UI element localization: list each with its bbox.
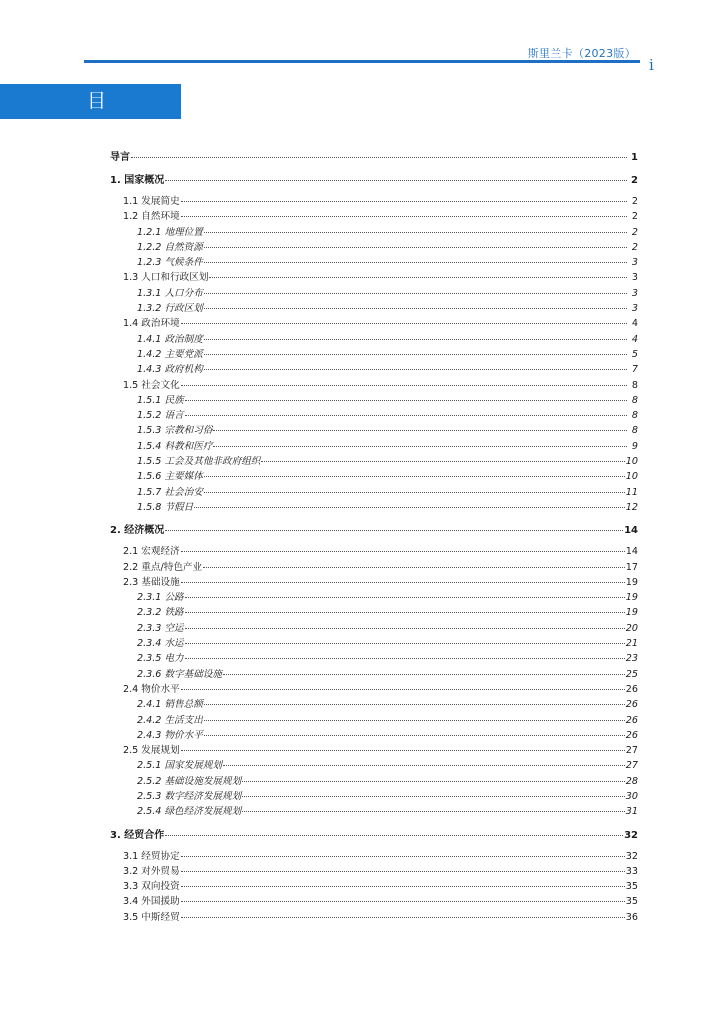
toc-leader-dots — [204, 354, 627, 355]
toc-entry-label: 2.3.3 空运 — [137, 622, 184, 634]
toc-entry-page: 1 — [631, 152, 638, 163]
toc-entry[interactable] — [110, 407, 638, 422]
toc-entry-page: 30 — [625, 790, 638, 802]
toc-entry-label: 1.5.6 主要媒体 — [137, 471, 203, 483]
toc-entry-label: 1.5.7 社会治安 — [137, 486, 203, 498]
toc-entry-page: 31 — [625, 806, 638, 818]
toc-entry-label: 1.1 发展简史 — [123, 196, 180, 207]
toc-entry-label: 1. 国家概况 — [110, 175, 165, 186]
toc-entry-label: 2.4.3 物价水平 — [137, 729, 203, 741]
toc-entry-page: 11 — [625, 486, 638, 498]
toc-leader-dots — [204, 247, 627, 248]
toc-entry[interactable] — [110, 604, 638, 619]
toc-leader-dots — [223, 765, 625, 766]
toc-leader-dots — [203, 567, 625, 568]
toc-entry-page: 25 — [625, 668, 638, 680]
toc-entry-page: 27 — [625, 760, 638, 772]
toc-entry-label: 1.5.3 宗教和习俗 — [137, 425, 213, 437]
table-of-contents — [110, 148, 638, 924]
toc-entry-label: 3.5 中斯经贸 — [123, 911, 180, 923]
toc-entry[interactable] — [110, 208, 638, 223]
toc-leader-dots — [185, 400, 627, 401]
toc-entry-page: 10 — [625, 471, 638, 483]
toc-entry-label: 2.3.1 公路 — [137, 592, 184, 604]
toc-leader-dots — [185, 415, 627, 416]
toc-entry-page: 8 — [631, 425, 638, 437]
toc-entry[interactable] — [110, 499, 638, 514]
toc-entry-label: 2.3.4 水运 — [137, 638, 184, 650]
toc-entry-label: 1.5.8 节假日 — [137, 501, 194, 513]
toc-leader-dots — [181, 582, 625, 583]
toc-leader-dots — [181, 323, 627, 324]
toc-entry-label: 1.5.4 科教和医疗 — [137, 440, 213, 452]
toc-entry[interactable] — [110, 757, 638, 772]
toc-entry-page: 21 — [625, 638, 638, 650]
toc-leader-dots — [181, 886, 625, 887]
toc-leader-dots — [181, 871, 625, 872]
page-number: i — [649, 56, 654, 74]
toc-entry-label: 2.5.1 国家发展规划 — [137, 760, 223, 772]
toc-entry-label: 1.2.1 地理位置 — [137, 226, 203, 238]
toc-leader-dots — [194, 507, 625, 508]
toc-entry[interactable] — [110, 484, 638, 499]
toc-leader-dots — [223, 674, 625, 675]
toc-leader-dots — [204, 735, 625, 736]
toc-entry[interactable] — [110, 285, 638, 300]
toc-entry-label: 2.3.6 数字基础设施 — [137, 668, 223, 680]
toc-leader-dots — [185, 628, 625, 629]
toc-entry-page: 8 — [631, 379, 638, 391]
toc-leader-dots — [204, 339, 627, 340]
toc-entry-label: 1.3 人口和行政区划 — [123, 272, 209, 284]
header-rule — [84, 60, 640, 63]
toc-leader-dots — [131, 157, 627, 158]
toc-leader-dots — [204, 476, 625, 477]
toc-leader-dots — [204, 704, 625, 705]
toc-entry-page: 26 — [625, 699, 638, 711]
toc-entry[interactable] — [110, 148, 638, 164]
toc-entry[interactable] — [110, 788, 638, 803]
toc-entry-label: 1.5.5 工会及其他非政府组织 — [137, 456, 261, 468]
toc-entry-page: 14 — [624, 525, 638, 537]
toc-entry-page: 2 — [631, 241, 638, 253]
toc-entry-label: 1.4 政治环境 — [123, 318, 180, 330]
toc-entry-label: 2.4 物价水平 — [123, 683, 180, 695]
toc-entry-label: 2.3 基础设施 — [123, 576, 180, 588]
toc-leader-dots — [204, 369, 627, 370]
toc-entry[interactable] — [110, 727, 638, 742]
toc-entry-page: 3 — [631, 257, 638, 269]
toc-leader-dots — [181, 750, 625, 751]
toc-entry-page: 2 — [631, 226, 638, 238]
toc-leader-dots — [261, 461, 624, 462]
toc-entry[interactable] — [110, 543, 638, 558]
toc-entry-label: 3. 经贸合作 — [110, 829, 165, 841]
toc-entry-page: 8 — [631, 410, 638, 422]
toc-entry[interactable] — [110, 193, 638, 208]
toc-leader-dots — [181, 385, 627, 386]
toc-entry-label: 1.2.2 自然资源 — [137, 241, 203, 253]
toc-entry-page: 20 — [625, 622, 638, 634]
toc-entry[interactable] — [110, 803, 638, 818]
toc-leader-dots — [242, 781, 625, 782]
toc-entry-label: 导言 — [110, 152, 130, 163]
toc-leader-dots — [165, 530, 623, 531]
toc-entry[interactable] — [110, 589, 638, 604]
toc-entry-label: 1.3.1 人口分布 — [137, 287, 203, 299]
toc-leader-dots — [165, 835, 623, 836]
toc-entry[interactable] — [110, 681, 638, 696]
toc-leader-dots — [181, 856, 625, 857]
toc-entry[interactable] — [110, 909, 638, 924]
toc-leader-dots — [204, 232, 627, 233]
toc-entry[interactable] — [110, 377, 638, 392]
toc-entry-page: 2 — [631, 211, 638, 223]
toc-entry-page: 5 — [631, 348, 638, 360]
toc-entry-page: 26 — [625, 729, 638, 741]
toc-entry[interactable] — [110, 848, 638, 863]
toc-entry[interactable] — [110, 422, 638, 437]
toc-entry-page: 4 — [631, 318, 638, 330]
toc-entry-label: 3.2 对外贸易 — [123, 865, 180, 877]
toc-entry-label: 1.4.1 政治制度 — [137, 333, 203, 345]
toc-entry-page: 36 — [625, 911, 638, 923]
toc-entry-page: 35 — [625, 881, 638, 893]
toc-leader-dots — [204, 720, 625, 721]
toc-entry-label: 1.2.3 气候条件 — [137, 257, 203, 269]
toc-leader-dots — [204, 492, 625, 493]
toc-leader-dots — [181, 551, 625, 552]
toc-entry[interactable] — [110, 773, 638, 788]
toc-entry-page: 4 — [631, 333, 638, 345]
toc-entry-label: 2.1 宏观经济 — [123, 546, 180, 558]
toc-leader-dots — [213, 446, 627, 447]
toc-entry-page: 14 — [625, 546, 638, 558]
toc-entry[interactable] — [110, 620, 638, 635]
toc-entry-page: 35 — [625, 896, 638, 908]
toc-entry-page: 12 — [625, 501, 638, 513]
toc-leader-dots — [165, 180, 627, 181]
toc-leader-dots — [185, 597, 625, 598]
toc-entry-label: 2.4.1 销售总额 — [137, 699, 203, 711]
toc-entry[interactable] — [110, 863, 638, 878]
toc-entry[interactable] — [110, 878, 638, 893]
toc-entry-page: 10 — [625, 456, 638, 468]
toc-entry-label: 3.1 经贸协定 — [123, 850, 180, 862]
toc-entry[interactable] — [110, 696, 638, 711]
toc-leader-dots — [204, 293, 627, 294]
toc-heading: 目 录 — [87, 90, 125, 147]
toc-entry[interactable] — [110, 254, 638, 269]
toc-entry-page: 2 — [631, 196, 638, 207]
toc-entry-page: 19 — [625, 592, 638, 604]
toc-leader-dots — [242, 796, 625, 797]
toc-entry-page: 3 — [631, 303, 638, 315]
toc-entry-page: 19 — [625, 607, 638, 619]
toc-entry[interactable] — [110, 224, 638, 239]
toc-entry[interactable] — [110, 300, 638, 315]
toc-entry-label: 1.4.2 主要党派 — [137, 348, 203, 360]
toc-entry[interactable] — [110, 269, 638, 284]
toc-entry[interactable] — [110, 742, 638, 757]
toc-entry[interactable] — [110, 559, 638, 574]
toc-entry[interactable] — [110, 331, 638, 346]
toc-entry[interactable] — [110, 438, 638, 453]
toc-entry-page: 7 — [631, 364, 638, 376]
toc-entry-page: 17 — [625, 561, 638, 573]
toc-entry-page: 8 — [631, 394, 638, 406]
toc-entry-label: 2.2 重点/特色产业 — [123, 561, 203, 573]
toc-entry-page: 3 — [631, 272, 638, 284]
toc-leader-dots — [242, 811, 625, 812]
toc-entry-page: 26 — [625, 714, 638, 726]
toc-entry-label: 2.3.2 铁路 — [137, 607, 184, 619]
toc-leader-dots — [209, 277, 627, 278]
toc-entry[interactable] — [110, 392, 638, 407]
toc-entry[interactable] — [110, 635, 638, 650]
toc-entry-label: 2.4.2 生活支出 — [137, 714, 203, 726]
toc-entry[interactable] — [110, 574, 638, 589]
toc-entry[interactable] — [110, 712, 638, 727]
toc-entry[interactable] — [110, 666, 638, 681]
toc-entry-label: 1.5.2 语言 — [137, 410, 184, 422]
toc-entry[interactable] — [110, 346, 638, 361]
toc-leader-dots — [181, 201, 627, 202]
toc-entry[interactable] — [110, 468, 638, 483]
toc-leader-dots — [185, 643, 625, 644]
toc-entry[interactable] — [110, 361, 638, 376]
toc-entry-page: 9 — [631, 440, 638, 452]
toc-entry[interactable] — [110, 521, 638, 537]
toc-entry-page: 23 — [625, 653, 638, 665]
toc-leader-dots — [181, 917, 625, 918]
toc-leader-dots — [204, 308, 627, 309]
toc-entry-page: 32 — [624, 829, 638, 841]
toc-entry-label: 2.5.3 数字经济发展规划 — [137, 790, 242, 802]
toc-entry-page: 32 — [625, 850, 638, 862]
toc-entry-label: 2.5 发展规划 — [123, 745, 180, 757]
document-header-title: 斯里兰卡（2023版） — [527, 47, 636, 60]
toc-leader-dots — [185, 612, 625, 613]
toc-entry-label: 1.5.1 民族 — [137, 394, 184, 406]
toc-entry-page: 19 — [625, 576, 638, 588]
toc-entry-page: 3 — [631, 287, 638, 299]
toc-entry[interactable] — [110, 239, 638, 254]
toc-entry-label: 2.5.4 绿色经济发展规划 — [137, 806, 242, 818]
toc-entry-label: 3.4 外国援助 — [123, 896, 180, 908]
toc-leader-dots — [185, 658, 625, 659]
toc-entry-label: 1.2 自然环境 — [123, 211, 180, 223]
toc-entry-label: 1.4.3 政府机构 — [137, 364, 203, 376]
toc-entry[interactable] — [110, 826, 638, 842]
toc-banner — [0, 84, 181, 147]
toc-entry-page: 28 — [625, 775, 638, 787]
toc-entry-label: 2.3.5 电力 — [137, 653, 184, 665]
toc-entry-page: 27 — [625, 745, 638, 757]
toc-entry-page: 33 — [625, 865, 638, 877]
toc-entry-label: 1.3.2 行政区划 — [137, 303, 203, 315]
toc-entry[interactable] — [110, 650, 638, 665]
toc-entry[interactable] — [110, 453, 638, 468]
toc-leader-dots — [181, 216, 627, 217]
toc-entry[interactable] — [110, 315, 638, 330]
toc-entry[interactable] — [110, 171, 638, 187]
toc-leader-dots — [181, 901, 625, 902]
toc-entry-label: 1.5 社会文化 — [123, 379, 180, 391]
toc-entry-page: 2 — [631, 175, 638, 186]
toc-entry-label: 3.3 双向投资 — [123, 881, 180, 893]
toc-entry[interactable] — [110, 893, 638, 908]
toc-leader-dots — [213, 430, 627, 431]
toc-entry-label: 2.5.2 基础设施发展规划 — [137, 775, 242, 787]
toc-entry-label: 2. 经济概况 — [110, 525, 165, 537]
toc-entry-page: 26 — [625, 683, 638, 695]
toc-leader-dots — [181, 689, 625, 690]
toc-leader-dots — [204, 262, 627, 263]
